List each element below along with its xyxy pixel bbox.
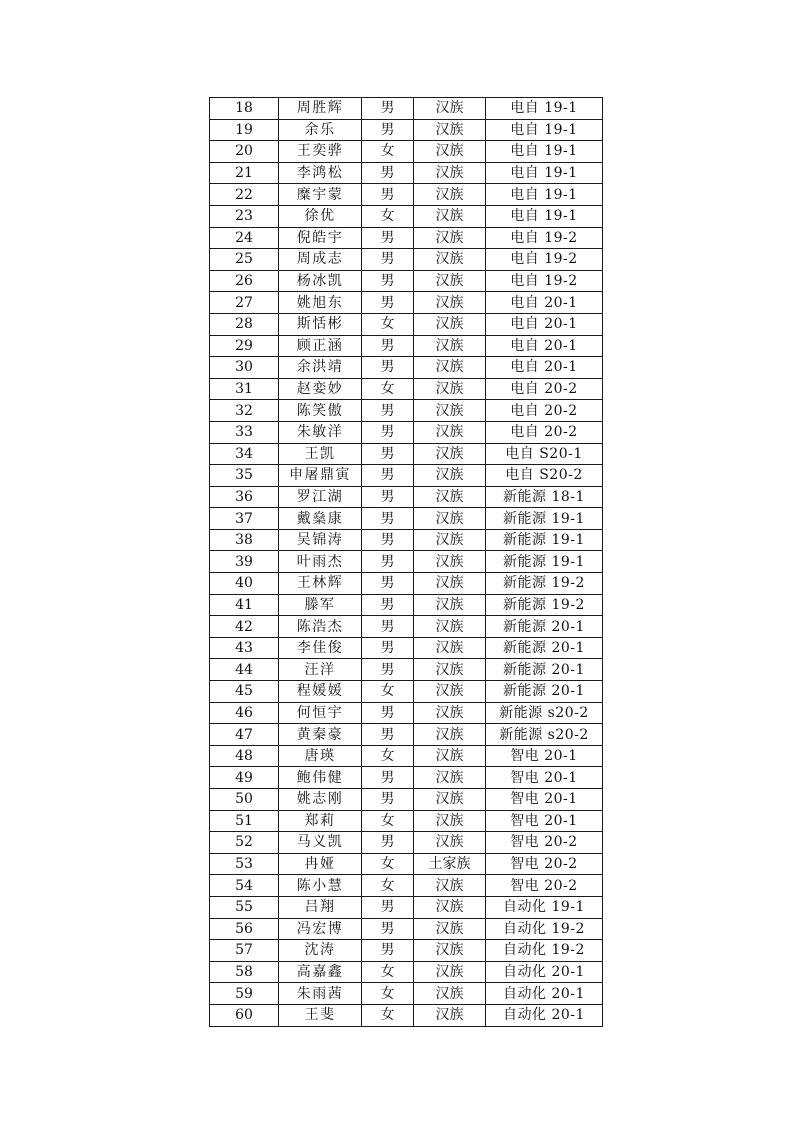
- row-number: 18: [210, 98, 279, 120]
- student-class: 新能源 20-1: [486, 637, 603, 659]
- student-class: 电自 20-2: [486, 421, 603, 443]
- student-ethnicity: 汉族: [414, 486, 486, 508]
- student-gender: 男: [362, 335, 414, 357]
- row-number: 60: [210, 1004, 279, 1026]
- student-ethnicity: 汉族: [414, 249, 486, 271]
- student-class: 电自 19-1: [486, 98, 603, 120]
- row-number: 41: [210, 594, 279, 616]
- table-row: [210, 767, 603, 789]
- student-gender: 男: [362, 119, 414, 141]
- student-name: 糜宇蒙: [279, 184, 362, 206]
- student-class: 新能源 20-1: [486, 616, 603, 638]
- table-row: [210, 810, 603, 832]
- student-ethnicity: 汉族: [414, 529, 486, 551]
- row-number: 27: [210, 292, 279, 314]
- student-gender: 女: [362, 810, 414, 832]
- student-ethnicity: 汉族: [414, 205, 486, 227]
- student-name: 杨冰凯: [279, 270, 362, 292]
- student-gender: 男: [362, 616, 414, 638]
- student-class: 电自 19-1: [486, 162, 603, 184]
- student-gender: 男: [362, 249, 414, 271]
- table-row: [210, 270, 603, 292]
- table-row: [210, 421, 603, 443]
- row-number: 34: [210, 443, 279, 465]
- table-row: [210, 98, 603, 120]
- student-class: 新能源 19-2: [486, 594, 603, 616]
- row-number: 35: [210, 465, 279, 487]
- table-row: [210, 249, 603, 271]
- table-row: [210, 486, 603, 508]
- student-class: 电自 20-2: [486, 400, 603, 422]
- student-gender: 男: [362, 918, 414, 940]
- table-row: [210, 637, 603, 659]
- student-name: 朱敏洋: [279, 421, 362, 443]
- row-number: 33: [210, 421, 279, 443]
- row-number: 23: [210, 205, 279, 227]
- student-gender: 女: [362, 205, 414, 227]
- student-ethnicity: 汉族: [414, 162, 486, 184]
- table-row: [210, 594, 603, 616]
- table-row: [210, 465, 603, 487]
- table-row: [210, 443, 603, 465]
- student-name: 汪洋: [279, 659, 362, 681]
- row-number: 55: [210, 896, 279, 918]
- table-row: [210, 853, 603, 875]
- student-gender: 男: [362, 594, 414, 616]
- student-class: 电自 19-2: [486, 270, 603, 292]
- student-gender: 男: [362, 486, 414, 508]
- student-gender: 女: [362, 681, 414, 703]
- table-row: [210, 227, 603, 249]
- row-number: 40: [210, 573, 279, 595]
- student-class: 电自 20-1: [486, 313, 603, 335]
- table-row: [210, 335, 603, 357]
- student-gender: 女: [362, 961, 414, 983]
- student-class: 新能源 19-2: [486, 573, 603, 595]
- table-row: [210, 400, 603, 422]
- student-name: 王奕骅: [279, 141, 362, 163]
- student-gender: 男: [362, 270, 414, 292]
- row-number: 44: [210, 659, 279, 681]
- student-class: 电自 20-1: [486, 292, 603, 314]
- student-ethnicity: 汉族: [414, 465, 486, 487]
- student-ethnicity: 汉族: [414, 508, 486, 530]
- student-class: 智电 20-2: [486, 832, 603, 854]
- student-class: 新能源 19-1: [486, 508, 603, 530]
- student-ethnicity: 汉族: [414, 681, 486, 703]
- table-row: [210, 508, 603, 530]
- row-number: 24: [210, 227, 279, 249]
- student-ethnicity: 汉族: [414, 335, 486, 357]
- student-ethnicity: 汉族: [414, 702, 486, 724]
- row-number: 47: [210, 724, 279, 746]
- row-number: 52: [210, 832, 279, 854]
- student-ethnicity: 汉族: [414, 357, 486, 379]
- student-name: 顾正涵: [279, 335, 362, 357]
- student-class: 电自 S20-1: [486, 443, 603, 465]
- student-ethnicity: 汉族: [414, 400, 486, 422]
- student-name: 姚旭东: [279, 292, 362, 314]
- row-number: 38: [210, 529, 279, 551]
- student-class: 新能源 19-1: [486, 551, 603, 573]
- student-ethnicity: 汉族: [414, 141, 486, 163]
- student-gender: 男: [362, 832, 414, 854]
- student-class: 自动化 20-1: [486, 961, 603, 983]
- student-name: 何恒宇: [279, 702, 362, 724]
- student-ethnicity: 汉族: [414, 789, 486, 811]
- student-ethnicity: 汉族: [414, 573, 486, 595]
- student-name: 李佳俊: [279, 637, 362, 659]
- student-ethnicity: 汉族: [414, 659, 486, 681]
- student-name: 戴燊康: [279, 508, 362, 530]
- table-row: [210, 918, 603, 940]
- student-gender: 男: [362, 400, 414, 422]
- student-ethnicity: 汉族: [414, 270, 486, 292]
- student-gender: 女: [362, 983, 414, 1005]
- student-gender: 男: [362, 508, 414, 530]
- student-gender: 男: [362, 357, 414, 379]
- row-number: 39: [210, 551, 279, 573]
- table-row: [210, 961, 603, 983]
- student-name: 周胜辉: [279, 98, 362, 120]
- student-gender: 男: [362, 98, 414, 120]
- student-name: 冉娅: [279, 853, 362, 875]
- row-number: 46: [210, 702, 279, 724]
- student-class: 电自 19-1: [486, 119, 603, 141]
- student-class: 新能源 20-1: [486, 681, 603, 703]
- student-gender: 男: [362, 573, 414, 595]
- student-name: 滕军: [279, 594, 362, 616]
- row-number: 42: [210, 616, 279, 638]
- table-row: [210, 832, 603, 854]
- student-gender: 男: [362, 940, 414, 962]
- student-gender: 男: [362, 551, 414, 573]
- student-class: 电自 20-1: [486, 335, 603, 357]
- row-number: 49: [210, 767, 279, 789]
- student-name: 程媛媛: [279, 681, 362, 703]
- table-row: [210, 724, 603, 746]
- student-class: 新能源 18-1: [486, 486, 603, 508]
- table-row: [210, 357, 603, 379]
- student-class: 新能源 s20-2: [486, 724, 603, 746]
- student-ethnicity: 汉族: [414, 767, 486, 789]
- student-name: 高嘉鑫: [279, 961, 362, 983]
- student-class: 自动化 20-1: [486, 1004, 603, 1026]
- student-ethnicity: 汉族: [414, 313, 486, 335]
- student-name: 王凯: [279, 443, 362, 465]
- row-number: 54: [210, 875, 279, 897]
- student-gender: 男: [362, 465, 414, 487]
- student-ethnicity: 汉族: [414, 875, 486, 897]
- student-class: 自动化 19-2: [486, 918, 603, 940]
- row-number: 48: [210, 745, 279, 767]
- student-name: 唐瑛: [279, 745, 362, 767]
- student-class: 智电 20-1: [486, 810, 603, 832]
- student-ethnicity: 汉族: [414, 745, 486, 767]
- row-number: 32: [210, 400, 279, 422]
- row-number: 36: [210, 486, 279, 508]
- student-name: 赵娈妙: [279, 378, 362, 400]
- row-number: 51: [210, 810, 279, 832]
- student-gender: 男: [362, 789, 414, 811]
- student-gender: 女: [362, 853, 414, 875]
- table-row: [210, 940, 603, 962]
- student-ethnicity: 汉族: [414, 637, 486, 659]
- student-name: 申屠鼎寅: [279, 465, 362, 487]
- student-gender: 男: [362, 659, 414, 681]
- student-name: 黄秦豪: [279, 724, 362, 746]
- student-ethnicity: 汉族: [414, 832, 486, 854]
- student-gender: 男: [362, 702, 414, 724]
- row-number: 19: [210, 119, 279, 141]
- student-name: 陈小慧: [279, 875, 362, 897]
- student-name: 李鸿松: [279, 162, 362, 184]
- table-row: [210, 983, 603, 1005]
- table-row: [210, 659, 603, 681]
- student-ethnicity: 汉族: [414, 983, 486, 1005]
- row-number: 22: [210, 184, 279, 206]
- student-name: 吴锦涛: [279, 529, 362, 551]
- student-class: 自动化 19-2: [486, 940, 603, 962]
- student-class: 新能源 19-1: [486, 529, 603, 551]
- student-gender: 女: [362, 313, 414, 335]
- student-gender: 男: [362, 767, 414, 789]
- table-row: [210, 184, 603, 206]
- row-number: 57: [210, 940, 279, 962]
- table-row: [210, 141, 603, 163]
- student-name: 王斐: [279, 1004, 362, 1026]
- student-name: 吕翔: [279, 896, 362, 918]
- student-gender: 男: [362, 162, 414, 184]
- student-ethnicity: 汉族: [414, 961, 486, 983]
- student-name: 郑莉: [279, 810, 362, 832]
- row-number: 20: [210, 141, 279, 163]
- student-name: 徐优: [279, 205, 362, 227]
- student-ethnicity: 汉族: [414, 378, 486, 400]
- student-name: 姚志刚: [279, 789, 362, 811]
- student-ethnicity: 汉族: [414, 940, 486, 962]
- student-ethnicity: 汉族: [414, 594, 486, 616]
- student-gender: 男: [362, 724, 414, 746]
- student-class: 电自 19-1: [486, 141, 603, 163]
- student-gender: 男: [362, 421, 414, 443]
- student-name: 陈浩杰: [279, 616, 362, 638]
- table-row: [210, 745, 603, 767]
- student-gender: 女: [362, 141, 414, 163]
- student-gender: 男: [362, 637, 414, 659]
- student-ethnicity: 汉族: [414, 1004, 486, 1026]
- student-class: 电自 19-1: [486, 205, 603, 227]
- table-row: [210, 378, 603, 400]
- table-row: [210, 292, 603, 314]
- row-number: 53: [210, 853, 279, 875]
- student-gender: 男: [362, 227, 414, 249]
- student-gender: 女: [362, 1004, 414, 1026]
- student-class: 电自 19-1: [486, 184, 603, 206]
- student-ethnicity: 汉族: [414, 918, 486, 940]
- student-name: 朱雨茜: [279, 983, 362, 1005]
- student-gender: 男: [362, 443, 414, 465]
- student-ethnicity: 汉族: [414, 443, 486, 465]
- row-number: 30: [210, 357, 279, 379]
- student-class: 电自 20-1: [486, 357, 603, 379]
- student-ethnicity: 汉族: [414, 119, 486, 141]
- table-row: [210, 529, 603, 551]
- student-ethnicity: 汉族: [414, 184, 486, 206]
- row-number: 26: [210, 270, 279, 292]
- student-class: 自动化 19-1: [486, 896, 603, 918]
- student-class: 新能源 s20-2: [486, 702, 603, 724]
- table-row: [210, 573, 603, 595]
- table-row: [210, 896, 603, 918]
- student-class: 电自 19-2: [486, 227, 603, 249]
- student-name: 倪皓宇: [279, 227, 362, 249]
- table-row: [210, 551, 603, 573]
- student-ethnicity: 汉族: [414, 616, 486, 638]
- student-class: 新能源 20-1: [486, 659, 603, 681]
- roster-body: [210, 98, 603, 1027]
- student-class: 电自 19-2: [486, 249, 603, 271]
- student-name: 斯恬彬: [279, 313, 362, 335]
- student-name: 余洪靖: [279, 357, 362, 379]
- table-row: [210, 875, 603, 897]
- table-row: [210, 616, 603, 638]
- student-class: 智电 20-1: [486, 789, 603, 811]
- student-name: 王林辉: [279, 573, 362, 595]
- student-name: 周成志: [279, 249, 362, 271]
- student-gender: 男: [362, 529, 414, 551]
- row-number: 29: [210, 335, 279, 357]
- student-ethnicity: 汉族: [414, 810, 486, 832]
- table-row: [210, 1004, 603, 1026]
- row-number: 50: [210, 789, 279, 811]
- student-name: 陈笑傲: [279, 400, 362, 422]
- row-number: 59: [210, 983, 279, 1005]
- student-ethnicity: 汉族: [414, 292, 486, 314]
- table-row: [210, 205, 603, 227]
- student-gender: 女: [362, 378, 414, 400]
- student-name: 余乐: [279, 119, 362, 141]
- row-number: 31: [210, 378, 279, 400]
- student-gender: 女: [362, 875, 414, 897]
- row-number: 45: [210, 681, 279, 703]
- student-name: 冯宏博: [279, 918, 362, 940]
- row-number: 37: [210, 508, 279, 530]
- student-gender: 男: [362, 896, 414, 918]
- student-class: 自动化 20-1: [486, 983, 603, 1005]
- student-ethnicity: 汉族: [414, 724, 486, 746]
- student-class: 智电 20-2: [486, 853, 603, 875]
- row-number: 25: [210, 249, 279, 271]
- student-name: 鲍伟健: [279, 767, 362, 789]
- table-row: [210, 789, 603, 811]
- student-class: 电自 S20-2: [486, 465, 603, 487]
- student-ethnicity: 土家族: [414, 853, 486, 875]
- student-gender: 男: [362, 184, 414, 206]
- row-number: 28: [210, 313, 279, 335]
- student-name: 叶雨杰: [279, 551, 362, 573]
- table-row: [210, 702, 603, 724]
- student-ethnicity: 汉族: [414, 227, 486, 249]
- student-class: 智电 20-2: [486, 875, 603, 897]
- student-ethnicity: 汉族: [414, 551, 486, 573]
- student-gender: 男: [362, 292, 414, 314]
- table-row: [210, 681, 603, 703]
- student-class: 电自 20-2: [486, 378, 603, 400]
- student-gender: 女: [362, 745, 414, 767]
- student-ethnicity: 汉族: [414, 421, 486, 443]
- student-roster-table: [209, 97, 603, 1027]
- student-ethnicity: 汉族: [414, 98, 486, 120]
- student-name: 沈涛: [279, 940, 362, 962]
- student-class: 智电 20-1: [486, 767, 603, 789]
- student-ethnicity: 汉族: [414, 896, 486, 918]
- table-row: [210, 119, 603, 141]
- row-number: 58: [210, 961, 279, 983]
- student-name: 罗江湖: [279, 486, 362, 508]
- table-row: [210, 162, 603, 184]
- table-row: [210, 313, 603, 335]
- row-number: 56: [210, 918, 279, 940]
- student-name: 马义凯: [279, 832, 362, 854]
- student-class: 智电 20-1: [486, 745, 603, 767]
- row-number: 21: [210, 162, 279, 184]
- row-number: 43: [210, 637, 279, 659]
